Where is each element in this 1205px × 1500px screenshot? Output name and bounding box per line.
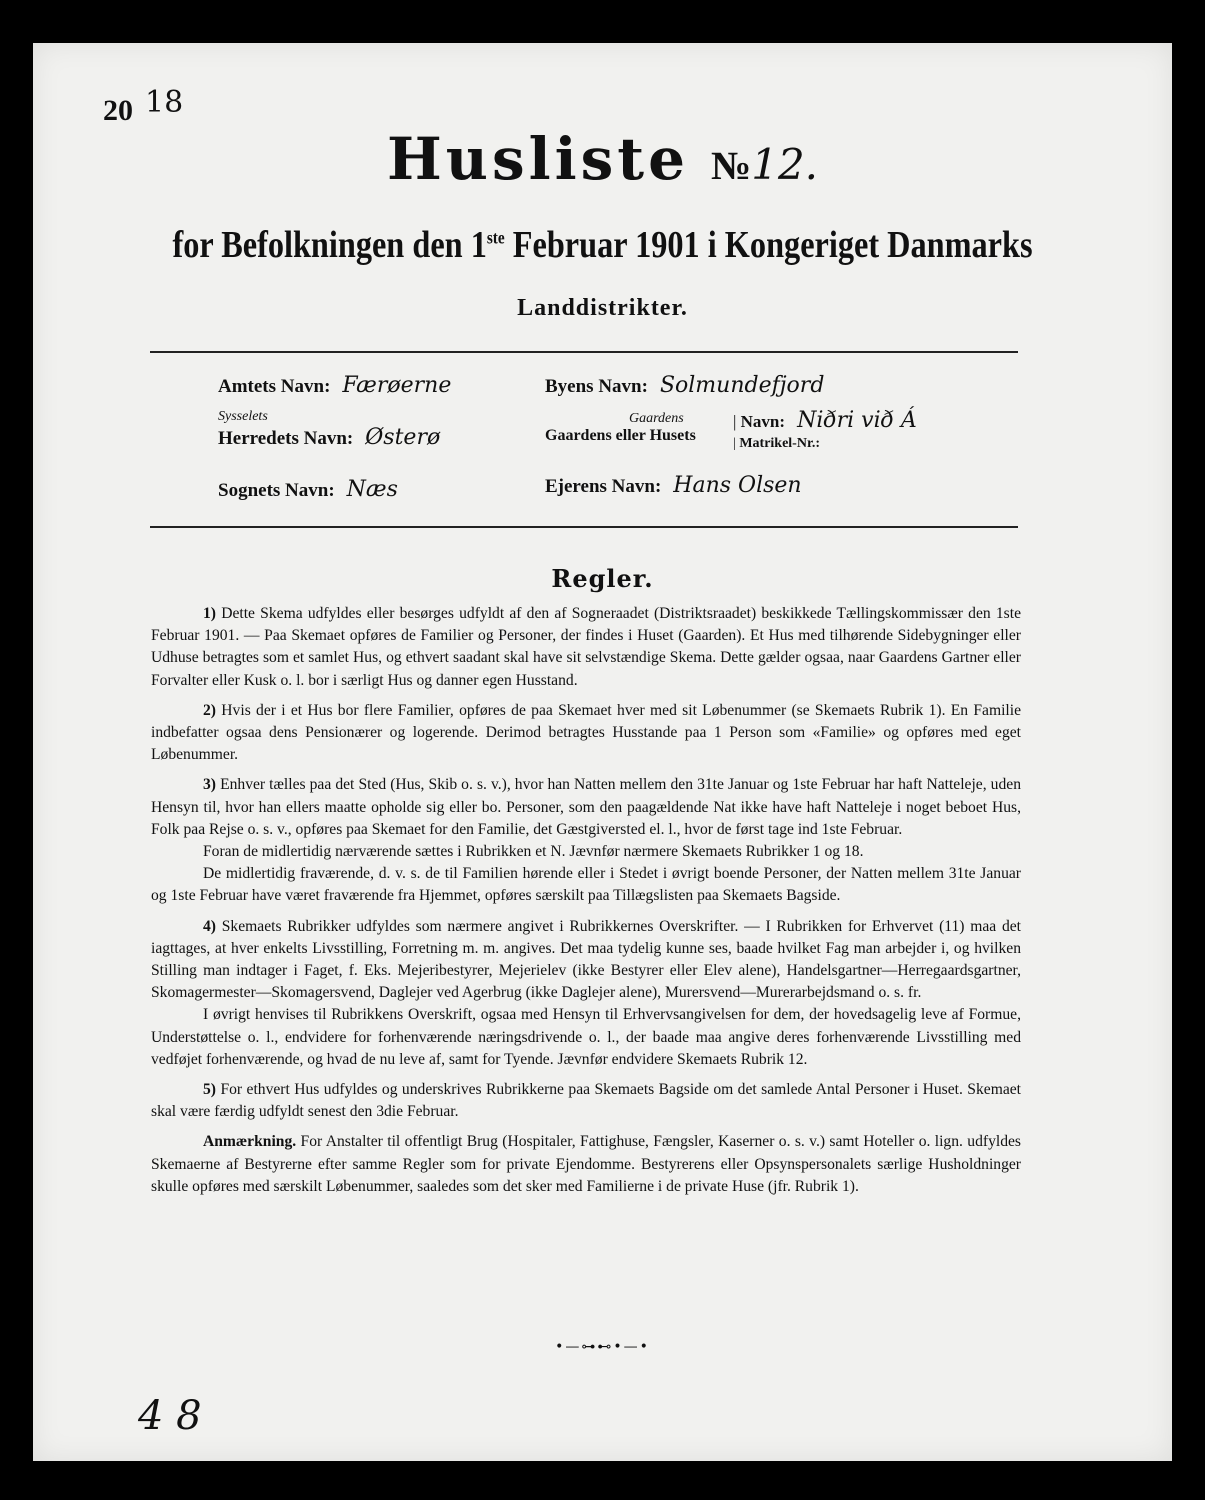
herred-value: Østerø <box>365 425 441 450</box>
herred-field <box>218 425 440 450</box>
by-value: Solmundefjord <box>659 373 825 398</box>
herred-small-text: Sysselets <box>218 409 268 424</box>
subtitle-pre: for Befolkningen den 1 <box>172 224 487 266</box>
rule-paragraph: 1) Dette Skema udfyldes eller besørges udfyldt af den af Sogneraadet (Distriktsraadet) beskikkede Tællingskommissær den 1ste Februar 1901. — Paa Skemaet opføres de Familier og Personer, der findes i Huset (Gaarden). Et Hus med tilhørende Sidebygninger eller Udhuse betragtes som et samlet Hus, og ethvert saadant skal have sit selvstændige Skema. Dette gælder ogsaa, naar Gaardens Gartner eller Forvalter eller Kusk o. l. bor i særligt Hus og danner egen Husstand. <box>151 605 1021 689</box>
bottom-handwritten-number: 4 8 <box>138 1393 202 1439</box>
census-form-page <box>33 43 1172 1461</box>
matrikel-label: Matrikel-Nr.: <box>739 436 821 451</box>
title-no-value: 12. <box>751 140 819 189</box>
title-main: Husliste <box>386 125 690 193</box>
gaard-label: Gaardens eller Husets <box>545 427 696 444</box>
district-heading: Landdistrikter. <box>517 295 688 321</box>
ejer-value: Hans Olsen <box>673 473 802 498</box>
sogn-field <box>218 477 398 502</box>
form-title <box>33 125 1172 193</box>
matrikel-field <box>733 436 820 452</box>
rule-paragraph-continued: De midlertidig fraværende, d. v. s. de til Familien hørende eller i Stedet i øvrigt boende Personer, der Natten mellem 31te Januar og 1ste Februar have været fraværende fra Hjemmet, opføres særskilt paa Tillægslisten paa Skemaets Bagside. <box>151 865 1021 905</box>
amt-label: Amtets Navn: <box>218 376 331 397</box>
divider-bar-2: | <box>733 436 740 451</box>
rules-title: Regler. <box>551 564 654 593</box>
subtitle-sup: ste <box>486 227 505 248</box>
rule-paragraph-continued: I øvrigt henvises til Rubrikkens Overskrift, ogsaa med Hensyn til Erhvervsangivelsen for dem, der hovedsagelig leve af Formue, Understøttelse o. l., endvidere for forhenværende næringsdrivende o. l., der baade maa angive deres forhenværende Livsstilling med vedføjet forhenværende, og hvad de nu leve af, samt for Tyende. Jævnfør endvidere Skemaets Rubrik 12. <box>151 1006 1021 1068</box>
sogn-label: Sognets Navn: <box>218 480 335 501</box>
subtitle-post: Februar 1901 i Kongeriget Danmarks <box>504 224 1033 266</box>
form-subtitle <box>118 223 1086 267</box>
printed-number: 20 <box>103 94 133 127</box>
rule-paragraph-continued: Foran de midlertidig nærværende sættes i Rubrikken et N. Jævnfør nærmere Skemaets Rubrikker 1 og 18. <box>203 843 864 861</box>
note-label: Anmærkning. <box>203 1133 297 1151</box>
rules-body <box>151 603 1021 1206</box>
gaard-navn-field <box>733 408 917 433</box>
ejer-field <box>545 473 802 498</box>
gaard-navn-value: Niðri við Á <box>797 408 917 433</box>
divider-bar: | <box>733 412 741 431</box>
top-rule <box>150 351 1018 353</box>
title-no-label: № <box>711 143 752 188</box>
amt-field <box>218 373 451 398</box>
ejer-label: Ejerens Navn: <box>545 476 662 497</box>
rule-paragraph: 3) Enhver tælles paa det Sted (Hus, Skib o. s. v.), hvor han Natten mellem den 31te Januar og 1ste Februar har haft Natteleje, uden Hensyn til, hvor han ellers maatte opholde sig eller bo. Personer, som den paagældende Nat ikke have haft Natteleje i noget beboet Hus, Folk paa Rejse o. s. v., opføres paa Skemaet for den Familie, det Gæstgiversted el. l., hvor de først tage ind 1ste Februar. <box>151 776 1021 838</box>
sogn-value: Næs <box>346 477 398 502</box>
ornament-divider: •—⊶⊷•—• <box>555 1339 650 1355</box>
rule-paragraph: 2) Hvis der i et Hus bor flere Familier, opføres de paa Skemaet hver med sit Løbenummer (se Skemaets Rubrik 1). En Familie indbefatter ogsaa dens Pensionærer og logerende. Derimod betragtes Husstande paa 1 Person som «Familie» og opføres med eget Løbenummer. <box>151 701 1021 764</box>
rule-paragraph: 5) For ethvert Hus udfyldes og underskrives Rubrikkerne paa Skemaets Bagside om det samlede Antal Personer i Huset. Skemaet skal være færdig udfyldt senest den 3die Februar. <box>151 1081 1021 1121</box>
gaard-small-text: Gaardens <box>629 411 684 426</box>
fields-bottom-rule <box>150 526 1018 528</box>
note-text: For Anstalter til offentligt Brug (Hospitaler, Fattighuse, Fængsler, Kaserner o. s. v.) samt Hoteller o. lign. udfyldes Skemaerne af Bestyrerne efter samme Regler som for private Ejendomme. Bestyrerens eller Opsynspersonalets særlige Husholdninger skulle opføres med særskilt Løbenummer, saaledes som det sker med Familierne i de private Huse (jfr. Rubrik 1). <box>151 1133 1021 1195</box>
herred-label: Herredets Navn: <box>218 428 354 449</box>
by-label: Byens Navn: <box>545 376 648 397</box>
corner-number <box>103 85 184 128</box>
by-field <box>545 373 824 398</box>
gaard-navn-label: Navn: <box>740 412 786 431</box>
note-paragraph <box>151 1131 1021 1198</box>
handwritten-number: 18 <box>145 85 184 120</box>
rule-paragraph: 4) Skemaets Rubrikker udfyldes som nærmere angivet i Rubrikkernes Overskrifter. — I Rubrikken for Erhvervet (11) maa det iagttages, at hver enkelts Livsstilling, Forretning m. m. angives. Det maa tydelig kunne ses, baade hvilket Fag man arbejder i, og hvilken Stilling man indtager i Faget, f. Eks. Mejeribestyrer, Mejerielev (ikke Bestyrer eller Elev alene), Handelsgartner—Herregaardsgartner, Skomagermester—Skomagersvend, Daglejer ved Agerbrug (ikke Daglejer alene), Murersvend—Murerarbejdsmand o. s. fr. <box>151 917 1021 1002</box>
amt-value: Færøerne <box>342 373 452 398</box>
